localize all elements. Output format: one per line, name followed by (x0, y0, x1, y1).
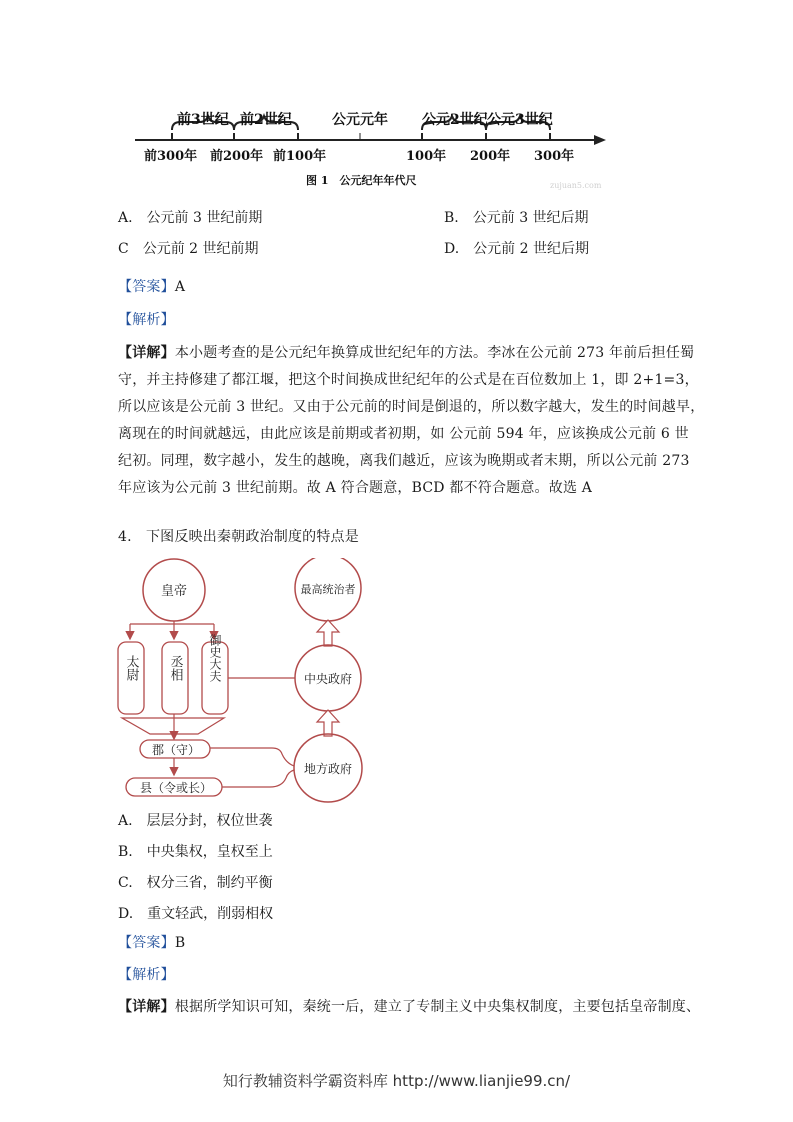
tick-label: 前200年 (210, 149, 264, 164)
detail-text: 根据所学知识可知，秦统一后，建立了专制主义中央集权制度，主要包括皇帝制度、 (174, 999, 701, 1015)
qin-political-system-diagram (112, 558, 372, 806)
century-label: 公元3世纪 (487, 112, 553, 128)
answer-value: A (174, 279, 186, 295)
analysis-label: 【解析】 (118, 967, 175, 983)
option-b: B. 公元前 3 世纪后期 (444, 210, 589, 226)
tick-label: 100年 (406, 149, 447, 164)
jun-node: 郡（守） (152, 743, 201, 757)
option-d: D. 公元前 2 世纪后期 (444, 241, 589, 257)
answer-label: 【答案】 (118, 935, 175, 951)
option-a: A. 层层分封，权位世袭 (118, 813, 273, 829)
page-footer: 知行教辅资料学霸资料库 http://www.lianjie99.cn/ (222, 1072, 571, 1090)
yushi-node: 御史大夫 (208, 634, 222, 682)
chengxiang-node: 丞相 (167, 655, 183, 681)
detail-line: 纪初。同理，数字越小，发生的越晚，离我们越近，应该为晚期或者末期，所以公元前 273 (118, 453, 690, 469)
detail-line: 守，并主持修建了都江堰，把这个时间换成世纪纪年的公式是在百位数加上 1，即 2+1=3， (118, 372, 699, 388)
tick-label: 200年 (470, 149, 511, 164)
watermark: zujuan5.com (550, 181, 602, 190)
question-stem: 4. 下图反映出秦朝政治制度的特点是 (118, 529, 359, 545)
tick-label: 300年 (534, 149, 575, 164)
option-b: B. 中央集权，皇权至上 (118, 844, 273, 860)
detail-line: 年应该为公元前 3 世纪前期。故 A 符合题意，BCD 都不符合题意。故选 A (118, 480, 593, 496)
option-d: D. 重文轻武，削弱相权 (118, 906, 274, 922)
detail-paragraph (118, 340, 705, 502)
detail-line: 所以应该是公元前 3 世纪。又由于公元前的时间是倒退的，所以数字越大，发生的时间越早， (118, 399, 705, 415)
tick-label: 前300年 (144, 149, 198, 164)
century-label: 公元2世纪 (422, 112, 488, 128)
answer-line (118, 274, 185, 301)
taiwei-node: 太尉 (123, 655, 139, 681)
supreme-node: 最高统治者 (300, 583, 356, 596)
century-label: 前3世纪 (177, 112, 229, 128)
option-c: C 公元前 2 世纪前期 (118, 241, 259, 257)
analysis-label: 【解析】 (118, 312, 175, 328)
option-a: A. 公元前 3 世纪前期 (118, 210, 263, 226)
detail-label: 【详解】 (118, 345, 175, 361)
tick-label: 前100年 (273, 149, 327, 164)
century-label: 前2世纪 (240, 112, 292, 128)
answer-label: 【答案】 (118, 279, 175, 295)
detail-line (118, 994, 700, 1021)
emperor-node: 皇帝 (161, 584, 188, 599)
detail-text: 本小题考查的是公元纪年换算成世纪纪年的方法。李冰在公元前 273 年前后担任蜀 (174, 345, 695, 361)
detail-label: 【详解】 (118, 999, 175, 1015)
central-node: 中央政府 (303, 672, 353, 686)
timeline-figure (120, 100, 620, 195)
xian-node: 县（令或长） (140, 781, 213, 795)
option-c: C. 权分三省，制约平衡 (118, 875, 273, 891)
detail-line (118, 340, 695, 367)
figure-caption: 图 1 公元纪年年代尺 (306, 174, 417, 187)
century-label: 公元元年 (332, 112, 388, 128)
answer-value: B (174, 935, 186, 951)
answer-line (118, 930, 185, 957)
detail-line: 离现在的时间就越远，由此应该是前期或者初期，如 公元前 594 年，应该换成公元前 6 世 (118, 426, 689, 442)
local-node: 地方政府 (303, 762, 353, 776)
